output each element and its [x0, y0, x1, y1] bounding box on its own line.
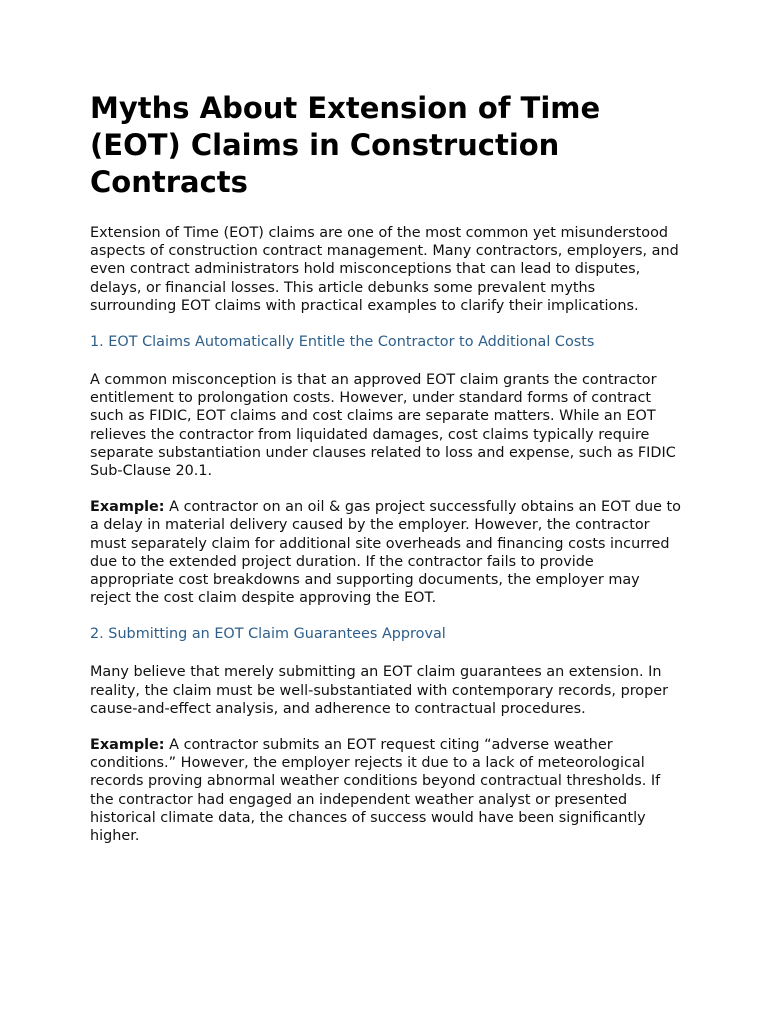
- article-title: Myths About Extension of Time (EOT) Claims in Construction Contracts: [90, 91, 601, 199]
- section-body-1: A common misconception is that an approved EOT claim grants the contractor entitlement to prolongation costs. However, under standard forms of contract such as FIDIC, EOT claims and cost claims are separate matters. While an EOT relieves the contractor from liquidated damages, cost claims typically require separate substantiation under clauses related to loss and expense, such as FIDIC Sub-Clause 20.1.: [90, 372, 676, 480]
- example-text: A contractor on an oil & gas project successfully obtains an EOT due to a delay in material delivery caused by the employer. However, the contractor must separately claim for additional site overheads and financing costs incurred due to the extended project duration. If the contractor fails to provide appropriate cost breakdowns and supporting documents, the employer may reject the cost claim despite approving the EOT.: [90, 499, 681, 607]
- section-heading-2: 2. Submitting an EOT Claim Guarantees Approval: [90, 626, 446, 643]
- example-label: Example:: [90, 499, 165, 516]
- example-text: A contractor submits an EOT request citing “adverse weather conditions.” However, the employer rejects it due to a lack of meteorological records proving abnormal weather conditions beyond contractual thresholds. If the contractor had engaged an independent weather analyst or presented historical climate data, the chances of success would have been significantly higher.: [90, 737, 661, 845]
- example-paragraph-1: [90, 498, 682, 607]
- example-paragraph-2: [90, 736, 682, 845]
- section-heading-1: 1. EOT Claims Automatically Entitle the Contractor to Additional Costs: [90, 334, 595, 351]
- document-page: [90, 90, 682, 845]
- intro-paragraph: Extension of Time (EOT) claims are one of the most common yet misunderstood aspects of construction contract management. Many contractors, employers, and even contract administrators hold misconceptions that can lead to disputes, delays, or financial losses. This article debunks some prevalent myths surrounding EOT claims with practical examples to clarify their implications.: [90, 225, 679, 314]
- example-label: Example:: [90, 737, 165, 754]
- section-body-2: Many believe that merely submitting an EOT claim guarantees an extension. In reality, the claim must be well-substantiated with contemporary records, proper cause-and-effect analysis, and adherence to contractual procedures.: [90, 664, 669, 717]
